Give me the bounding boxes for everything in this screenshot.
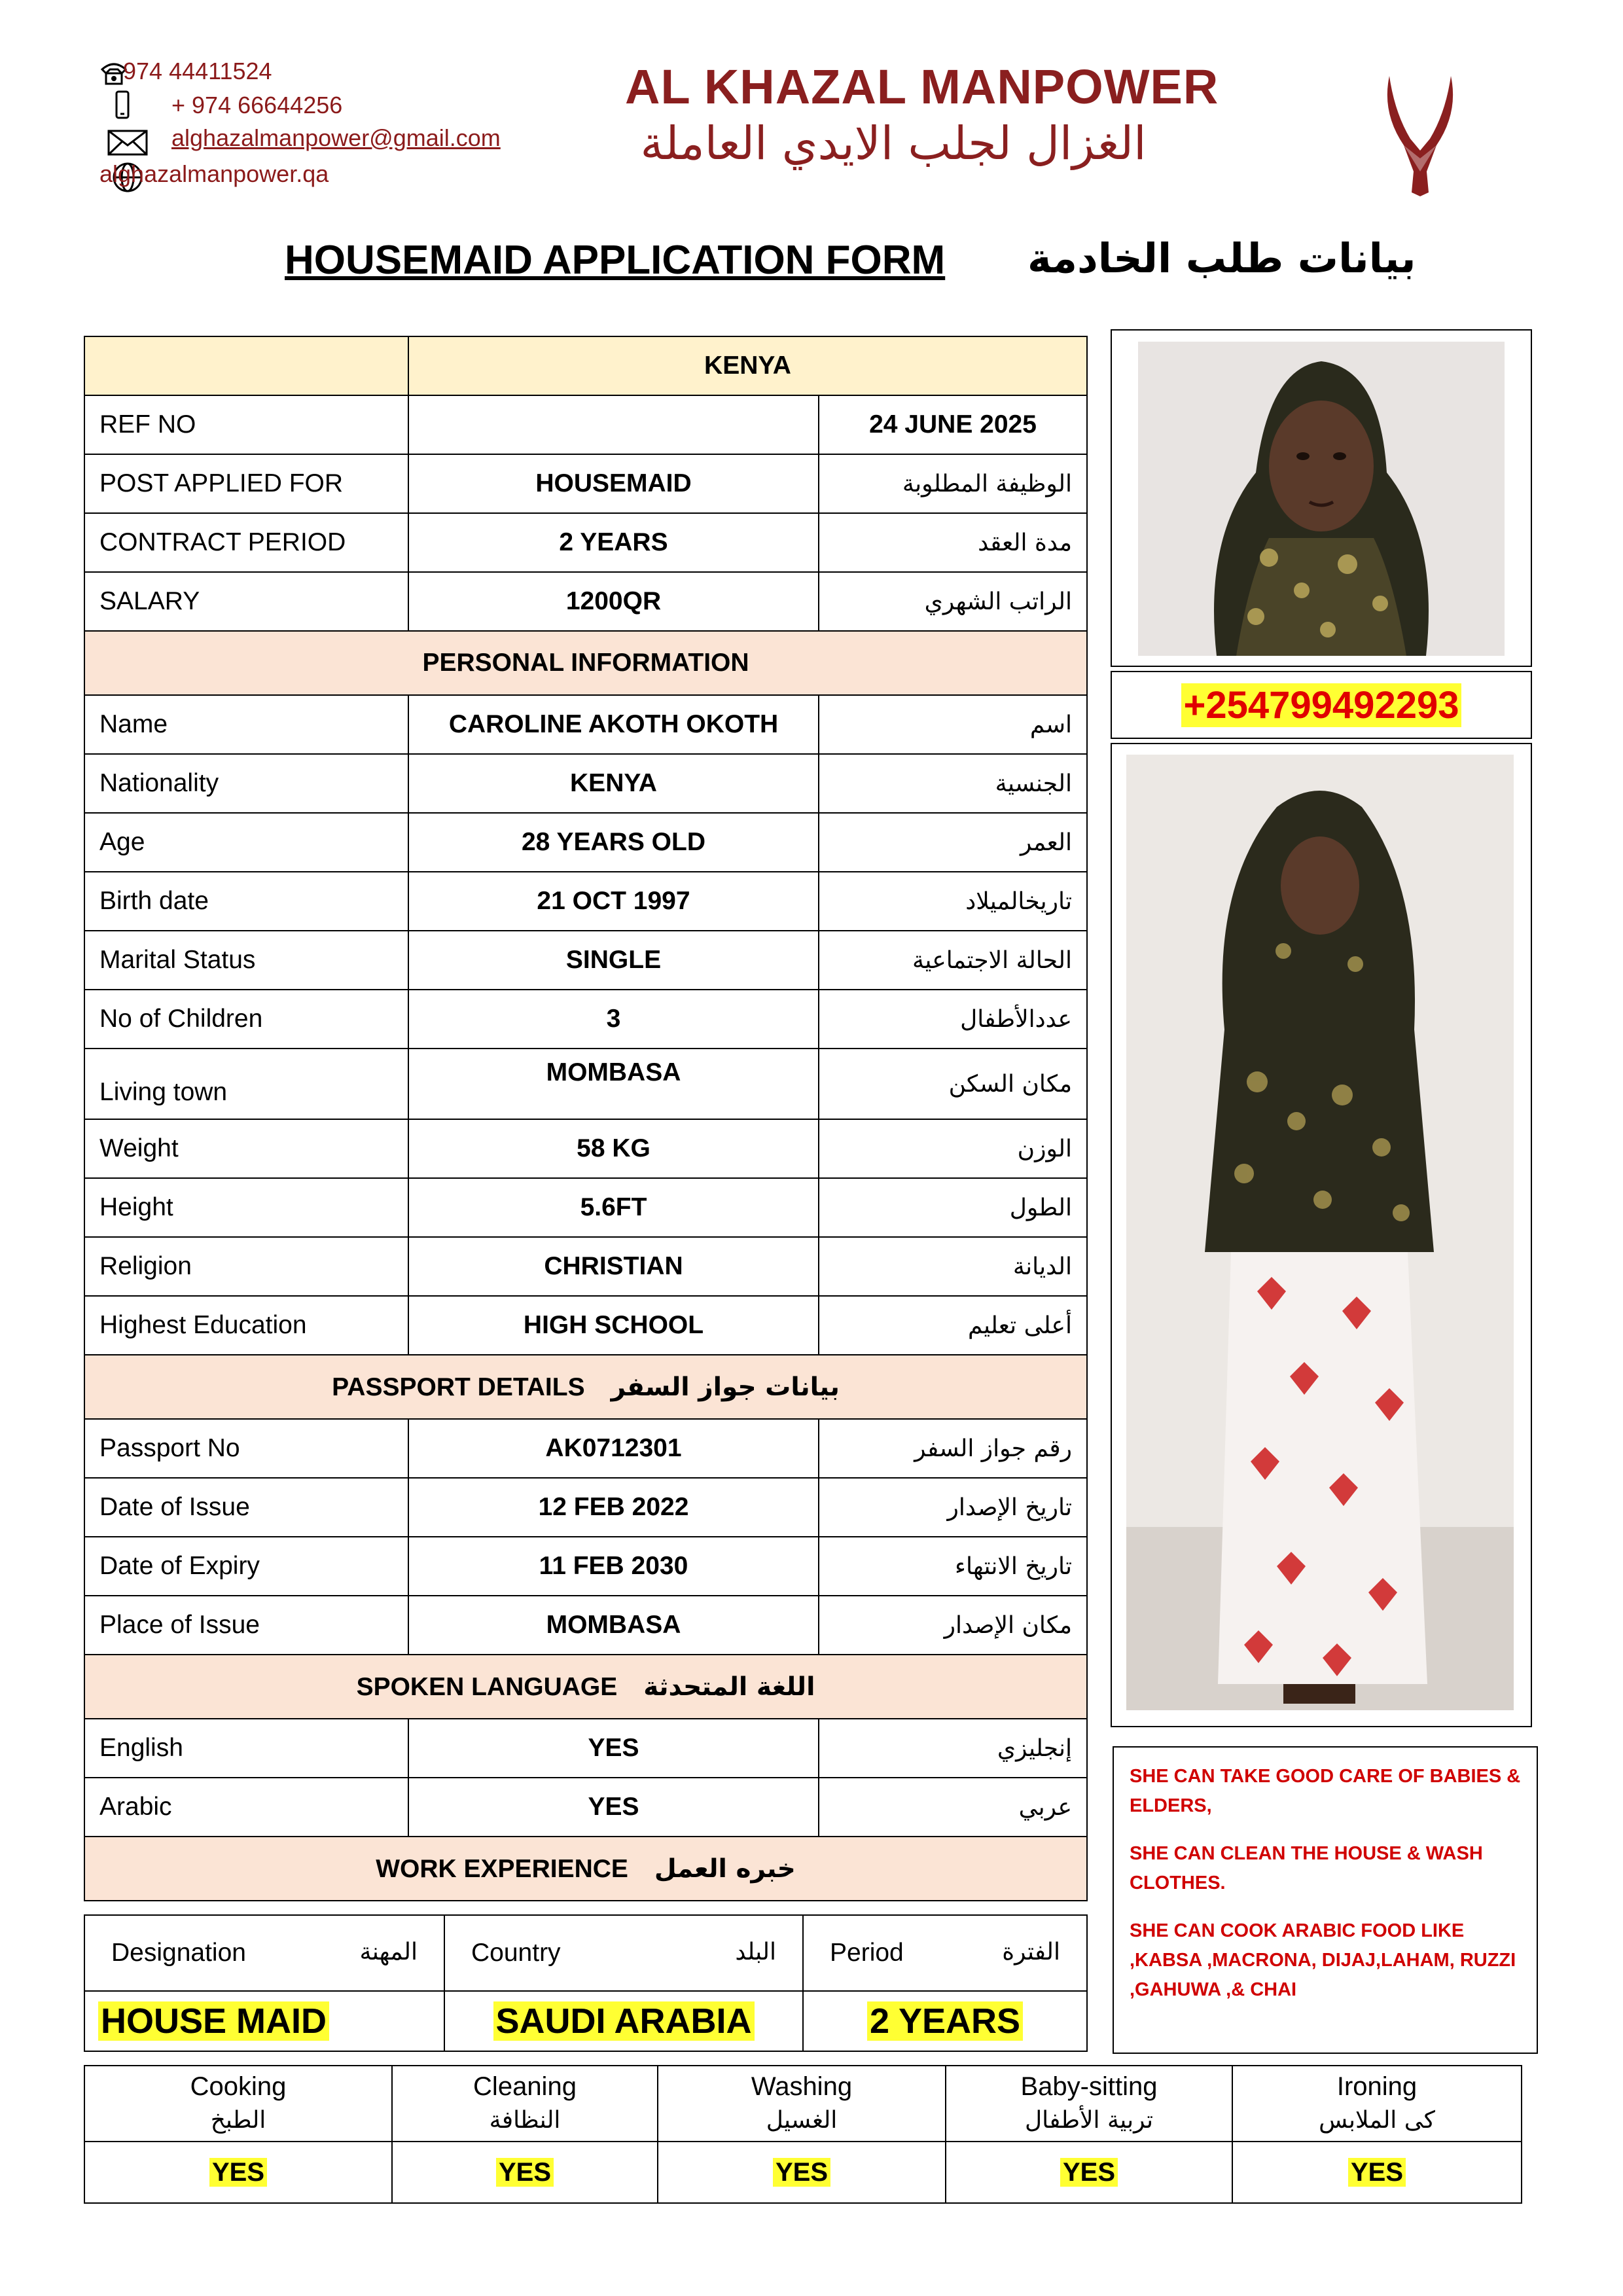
birth-date-label-ar: تاريخالميلاد [819, 872, 1087, 931]
salary-label-ar: الراتب الشهري [819, 572, 1087, 631]
full-body-photo [1126, 755, 1514, 1710]
personal-info-heading: PERSONAL INFORMATION [84, 631, 1087, 695]
skill-cooking [84, 2066, 392, 2142]
nationality-label-ar: الجنسية [819, 754, 1087, 813]
designation-label-ar: المهنة [359, 1939, 418, 1965]
education-label-ar: أعلى تعليم [819, 1296, 1087, 1355]
section-header [84, 1355, 1087, 1419]
living-town-label-ar: مكان السكن [819, 1049, 1087, 1119]
expiry-date-label-ar: تاريخ الانتهاء [819, 1537, 1087, 1596]
work-heading-en: WORK EXPERIENCE [376, 1854, 628, 1883]
education-label: Highest Education [84, 1296, 408, 1355]
period-label-ar: الفترة [1002, 1939, 1060, 1965]
skill-washing-label: Washing [751, 2072, 853, 2101]
contract-label-ar: مدة العقد [819, 513, 1087, 572]
birth-date-value: 21 OCT 1997 [408, 872, 819, 931]
skill-ironing-value: YES [1348, 2158, 1406, 2187]
skill-cleaning-label: Cleaning [473, 2072, 577, 2101]
skill-washing-label-ar: الغسيل [766, 2107, 838, 2134]
skill-washing [658, 2066, 946, 2142]
section-header [84, 1837, 1087, 1901]
issue-place-label-ar: مكان الإصدار [819, 1596, 1087, 1655]
nationality-value: KENYA [408, 754, 819, 813]
english-label-ar: إنجليزي [819, 1719, 1087, 1778]
age-value: 28 YEARS OLD [408, 813, 819, 872]
period-header [803, 1915, 1087, 1991]
skill-ironing-label: Ironing [1336, 2072, 1418, 2101]
skill-ironing [1232, 2066, 1522, 2142]
phone-landline: 974 44411524 [123, 58, 272, 84]
language-heading-en: SPOKEN LANGUAGE [356, 1672, 618, 1701]
candidate-phone: +254799492293 [1181, 683, 1462, 727]
note-item: SHE CAN TAKE GOOD CARE OF BABIES & ELDERS, [1130, 1766, 1521, 1816]
candidate-phone-box [1111, 671, 1532, 739]
table-row [84, 1478, 1087, 1537]
form-title: HOUSEMAID APPLICATION FORM [285, 238, 946, 283]
post-label-ar: الوظيفة المطلوبة [819, 454, 1087, 513]
post-label: POST APPLIED FOR [84, 454, 408, 513]
table-row [84, 754, 1087, 813]
application-date: 24 JUNE 2025 [819, 395, 1087, 454]
country-header [444, 1915, 803, 1991]
table-row [84, 813, 1087, 872]
weight-label: Weight [84, 1119, 408, 1178]
passport-no-value: AK0712301 [408, 1419, 819, 1478]
skill-cleaning-label-ar: النظافة [489, 2107, 561, 2134]
skill-cooking-cell [84, 2142, 392, 2203]
skills-notes [1113, 1746, 1538, 2054]
table-row [84, 1596, 1087, 1655]
email-link[interactable]: alghazalmanpower@gmail.com [171, 124, 501, 151]
skill-ironing-cell [1232, 2142, 1522, 2203]
work-heading-ar: خبره العمل [654, 1854, 796, 1884]
country-blank-cell [84, 336, 408, 395]
skill-babysitting [946, 2066, 1232, 2142]
marital-label-ar: الحالة الاجتماعية [819, 931, 1087, 990]
table-row [84, 931, 1087, 990]
living-town-value: MOMBASA [408, 1049, 819, 1119]
issue-place-value: MOMBASA [408, 1596, 819, 1655]
skill-cleaning-value: YES [496, 2158, 554, 2187]
phone-mobile: + 974 66644256 [171, 92, 343, 118]
skill-babysitting-label: Baby-sitting [1020, 2072, 1158, 2101]
table-row [84, 990, 1087, 1049]
nationality-label: Nationality [84, 754, 408, 813]
company-name-en: AL KHAZAL MANPOWER [625, 60, 1219, 114]
work-period-cell [803, 1991, 1087, 2051]
expiry-date-value: 11 FEB 2030 [408, 1537, 819, 1596]
portrait-photo [1138, 342, 1505, 656]
contract-label: CONTRACT PERIOD [84, 513, 408, 572]
children-label-ar: عددالأطفال [819, 990, 1087, 1049]
country-label-ar: البلد [735, 1939, 776, 1965]
children-label: No of Children [84, 990, 408, 1049]
form-title-ar: بيانات طلب الخادمة [1027, 234, 1416, 282]
english-value: YES [408, 1719, 819, 1778]
skill-cooking-label: Cooking [190, 2072, 287, 2101]
passport-no-label-ar: رقم جواز السفر [819, 1419, 1087, 1478]
issue-date-value: 12 FEB 2022 [408, 1478, 819, 1537]
work-experience-table [84, 1914, 1088, 2052]
table-row [84, 872, 1087, 931]
expiry-date-label: Date of Expiry [84, 1537, 408, 1596]
work-country-cell [444, 1991, 803, 2051]
ref-no-value [408, 395, 819, 454]
table-row [84, 1049, 1087, 1119]
religion-label: Religion [84, 1237, 408, 1296]
name-label-ar: اسم [819, 695, 1087, 754]
height-label: Height [84, 1178, 408, 1237]
passport-no-label: Passport No [84, 1419, 408, 1478]
height-label-ar: الطول [819, 1178, 1087, 1237]
passport-heading-ar: بيانات جواز السفر [611, 1372, 840, 1402]
table-row [84, 1237, 1087, 1296]
table-row [84, 695, 1087, 754]
arabic-label-ar: عربي [819, 1778, 1087, 1837]
work-header-row [84, 1915, 1087, 1991]
skills-value-row [84, 2142, 1522, 2203]
table-row [84, 513, 1087, 572]
website-link[interactable]: alghazalmanpower.qa [99, 160, 329, 187]
note-item: SHE CAN CLEAN THE HOUSE & WASH CLOTHES. [1130, 1843, 1483, 1893]
table-row [84, 1296, 1087, 1355]
issue-date-label-ar: تاريخ الإصدار [819, 1478, 1087, 1537]
work-country: SAUDI ARABIA [493, 2001, 755, 2041]
table-row [84, 1537, 1087, 1596]
country-label: Country [471, 1939, 561, 1967]
name-label: Name [84, 695, 408, 754]
table-row [84, 454, 1087, 513]
passport-heading-en: PASSPORT DETAILS [332, 1372, 585, 1401]
work-heading [84, 1837, 1087, 1901]
marital-label: Marital Status [84, 931, 408, 990]
skill-washing-cell [658, 2142, 946, 2203]
skill-babysitting-label-ar: تربية الأطفال [1024, 2107, 1154, 2134]
table-row [84, 1419, 1087, 1478]
work-designation-cell [84, 1991, 444, 2051]
ref-no-label: REF NO [84, 395, 408, 454]
education-value: HIGH SCHOOL [408, 1296, 819, 1355]
designation-header [84, 1915, 444, 1991]
country-value: KENYA [408, 336, 1087, 395]
issue-place-label: Place of Issue [84, 1596, 408, 1655]
language-heading-ar: اللغة المتحدثة [643, 1672, 815, 1702]
note-item: SHE CAN COOK ARABIC FOOD LIKE ,KABSA ,MACRONA, DIJAJ,LAHAM, RUZZI ,GAHUWA ,& CHAI [1130, 1920, 1516, 2000]
age-label: Age [84, 813, 408, 872]
section-header [84, 1655, 1087, 1719]
marital-value: SINGLE [408, 931, 819, 990]
table-row [84, 1119, 1087, 1178]
company-name-ar: الغزال لجلب الايدي العاملة [640, 117, 1147, 170]
salary-label: SALARY [84, 572, 408, 631]
religion-label-ar: الديانة [819, 1237, 1087, 1296]
weight-label-ar: الوزن [819, 1119, 1087, 1178]
table-row [84, 395, 1087, 454]
skill-cooking-value: YES [209, 2158, 267, 2187]
living-town-label: Living town [84, 1049, 408, 1119]
skill-cleaning [392, 2066, 658, 2142]
skills-table [84, 2065, 1522, 2204]
portrait-frame [1111, 329, 1532, 667]
envelope-icon [107, 128, 149, 157]
height-value: 5.6FT [408, 1178, 819, 1237]
name-value: CAROLINE AKOTH OKOTH [408, 695, 819, 754]
religion-value: CHRISTIAN [408, 1237, 819, 1296]
birth-date-label: Birth date [84, 872, 408, 931]
post-value: HOUSEMAID [408, 454, 819, 513]
skill-cleaning-cell [392, 2142, 658, 2203]
english-label: English [84, 1719, 408, 1778]
weight-value: 58 KG [408, 1119, 819, 1178]
period-label: Period [830, 1939, 904, 1967]
skill-washing-value: YES [773, 2158, 830, 2187]
passport-heading [84, 1355, 1087, 1419]
table-row [84, 1778, 1087, 1837]
salary-value: 1200QR [408, 572, 819, 631]
skill-cooking-label-ar: الطبخ [210, 2107, 266, 2134]
applicant-info-table [84, 336, 1088, 1901]
skills-header-row [84, 2066, 1522, 2142]
table-row [84, 1719, 1087, 1778]
language-heading [84, 1655, 1087, 1719]
section-header [84, 631, 1087, 695]
work-designation: HOUSE MAID [98, 2001, 329, 2041]
designation-label: Designation [111, 1939, 246, 1967]
issue-date-label: Date of Issue [84, 1478, 408, 1537]
skill-babysitting-value: YES [1060, 2158, 1118, 2187]
arabic-label: Arabic [84, 1778, 408, 1837]
gazelle-horns-icon [1378, 73, 1463, 199]
children-value: 3 [408, 990, 819, 1049]
table-row [84, 1178, 1087, 1237]
age-label-ar: العمر [819, 813, 1087, 872]
country-row [84, 336, 1087, 395]
full-body-frame [1111, 743, 1532, 1727]
skill-babysitting-cell [946, 2142, 1232, 2203]
work-period: 2 YEARS [867, 2001, 1023, 2041]
mobile-icon [115, 90, 130, 119]
skill-ironing-label-ar: كى الملابس [1319, 2107, 1435, 2134]
work-data-row [84, 1991, 1087, 2051]
table-row [84, 572, 1087, 631]
contract-value: 2 YEARS [408, 513, 819, 572]
arabic-value: YES [408, 1778, 819, 1837]
